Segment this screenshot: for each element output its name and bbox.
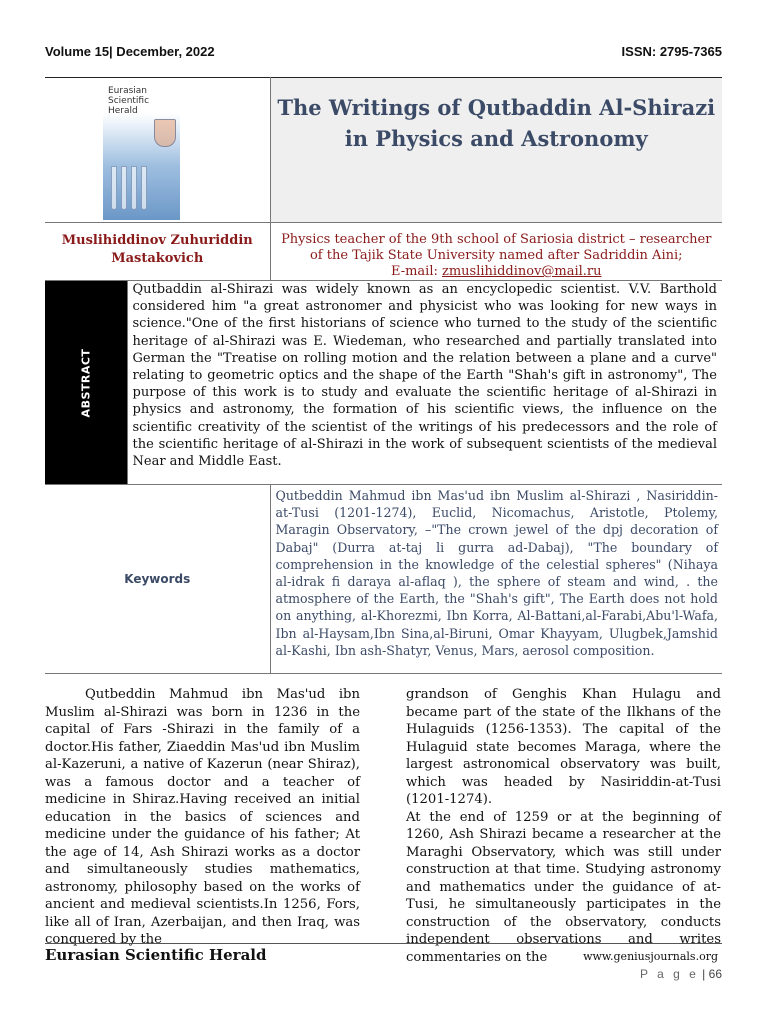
test-tube-graphic (111, 166, 117, 210)
affiliation-cell: Physics teacher of the 9th school of Sariosia district – researcher of the Tajik State University named after Sadriddin Aini; E-mail: zmuslihiddinov@mail.ru (270, 223, 722, 281)
issn: ISSN: 2795-7365 (621, 44, 722, 59)
test-tube-graphic (141, 166, 147, 210)
body-column-right (406, 686, 721, 966)
footer-journal-name: Eurasian Scientific Herald (45, 946, 267, 964)
keywords-label: Keywords (45, 485, 270, 674)
journal-cover-image (103, 83, 180, 220)
footer-divider (45, 943, 722, 944)
title-cell (270, 78, 722, 223)
test-tube-graphic (121, 166, 127, 210)
abstract-label-cell (45, 281, 127, 485)
page-number: P a g e | 66 (640, 967, 722, 981)
abstract-label: ABSTRACT (79, 348, 93, 418)
article-info-table (45, 77, 722, 674)
running-header (45, 44, 722, 60)
cover-title: Eurasian Scientific Herald (108, 86, 150, 116)
article-title: The Writings of Qutbaddin Al-Shirazi in Physics and Astronomy (277, 95, 716, 151)
author-cell (45, 223, 270, 281)
cover-cell (45, 78, 270, 223)
abstract-text: Qutbaddin al-Shirazi was widely known as an encyclopedic scientist. V.V. Barthold considered him "a great astronomer and physicist who was looking for new ways in science."One of the first historians of science who turned to the study of the scientific heritage of al-Shirazi was E. Wiedeman, who researched and partially translated into German the "Treatise on rolling motion and the relation between a plane and a curve" relating to geometric optics and the shape of the Earth "Shah's gift in astronomy", The purpose of this work is to study and evaluate the scientific heritage of al-Shirazi in physics and astronomy, the formation of his scientific views, the influence on the scientific creativity of the scientist of the writings of his predecessors and the role of the scientific heritage of al-Shirazi in the work of subsequent scientists of the medieval Near and Middle East. (127, 281, 722, 485)
body-column-left (45, 686, 360, 949)
volume-info: Volume 15| December, 2022 (45, 44, 215, 59)
body-paragraph: grandson of Genghis Khan Hulagu and became part of the state of the Ilkhans of the Hulaguids (1256-1353). The capital of the Hulaguid state becomes Maraga, where the largest astronomical observatory was built, which was headed by Nasiriddin-at-Tusi (1201-1274). (406, 687, 721, 807)
email-link[interactable]: zmuslihiddinov@mail.ru (442, 264, 602, 279)
author-name: Muslihiddinov Zuhuriddin Mastakovich (61, 233, 253, 266)
flask-graphic (154, 119, 176, 147)
body-paragraph: Qutbeddin Mahmud ibn Mas'ud ibn Muslim al-Shirazi was born in 1236 in the capital of Fars -Shirazi in the family of a doctor.His father, Ziaeddin Mas'ud ibn Muslim al-Kazeruni, a native of Kazerun (near Shiraz), was a famous doctor and a teacher of medicine in Shiraz.Having received an initial education in the basics of sciences and medicine under the guidance of his father; At the age of 14, Ash Shirazi works as a doctor and simultaneously studies mathematics, astronomy, philosophy based on the works of ancient and medieval scientists.In 1256, Fors, like all of Iran, Azerbaijan, and then Iraq, was conquered by the (45, 687, 360, 947)
test-tube-graphic (131, 166, 137, 210)
body-paragraph: At the end of 1259 or at the beginning of 1260, Ash Shirazi became a researcher at the Maraghi Observatory, which was still under construction at that time. Studying astronomy and mathematics under the guidance of at-Tusi, he simultaneously participates in the construction of the observatory, conducts independent observations and writes commentaries on the (406, 809, 721, 965)
footer-url[interactable]: www.geniusjournals.org (583, 950, 718, 963)
keywords-text: Qutbeddin Mahmud ibn Mas'ud ibn Muslim al-Shirazi , Nasiriddin-at-Tusi (1201-1274), Euclid, Nicomachus, Aristotle, Ptolemy, Maragin Observatory, –"The crown jewel of the dpj decoration of Dabaj" (Durra at-taj li gurra ad-Dabaj), "The boundary of comprehension in the knowledge of the celestial spheres" (Nihaya al-idrak fi daraya al-aflaq ), the sphere of steam and wind, . the atmosphere of the Earth, the "Shah's gift", The Earth does not hold on anything, al-Khorezmi, Ibn Korra, Al-Battani,al-Farabi,Abu'l-Wafa, Ibn al-Haysam,Ibn Sina,al-Biruni, Omar Khayyam, Ulugbek,Jamshid al-Kashi, Ibn ash-Shatyr, Venus, Mars, aerosol composition. (270, 485, 722, 674)
